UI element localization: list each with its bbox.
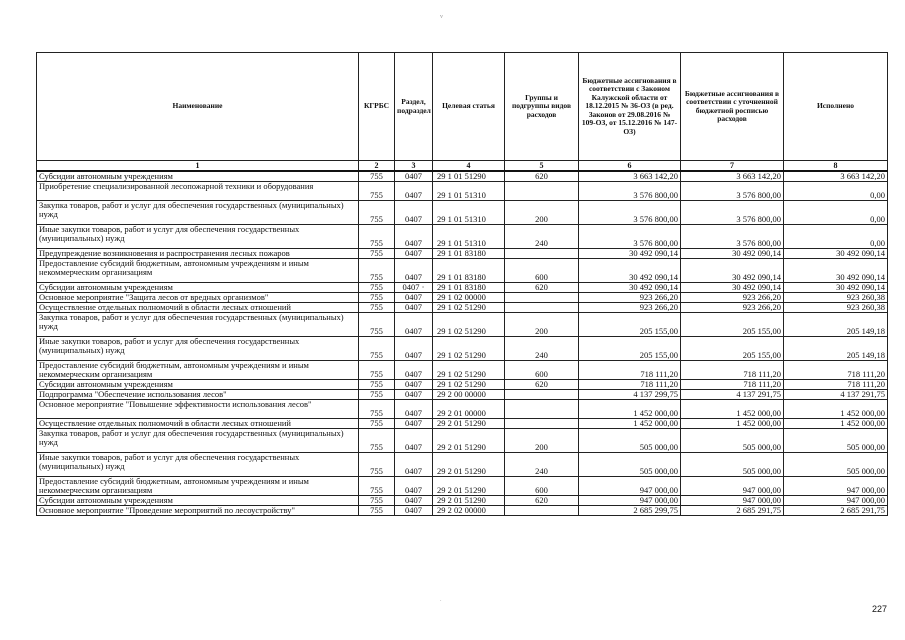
row-kgrbs: 755 bbox=[359, 400, 395, 419]
row-refined: 1 452 000,00 bbox=[681, 419, 784, 429]
row-budget: 30 492 090,14 bbox=[579, 249, 681, 259]
row-target: 29 1 02 00000 bbox=[433, 293, 505, 303]
row-name: Осуществление отдельных полномочий в области лесных отношений bbox=[37, 419, 359, 429]
row-name: Предоставление субсидий бюджетным, автономным учреждениям и иным некоммерческим организациям bbox=[37, 259, 359, 283]
row-group bbox=[505, 303, 579, 313]
table-row bbox=[37, 496, 888, 506]
row-section: 0407 bbox=[395, 303, 433, 313]
row-section: 0407 bbox=[395, 171, 433, 182]
row-budget: 923 266,20 bbox=[579, 303, 681, 313]
row-section: 0407 bbox=[395, 201, 433, 225]
row-group bbox=[505, 390, 579, 400]
row-kgrbs: 755 bbox=[359, 249, 395, 259]
row-target: 29 1 01 51310 bbox=[433, 225, 505, 249]
header-target: Целевая статья bbox=[433, 53, 505, 161]
row-name: Закупка товаров, работ и услуг для обеспечения государственных (муниципальных) нужд bbox=[37, 429, 359, 453]
row-kgrbs: 755 bbox=[359, 506, 395, 516]
row-target: 29 1 01 83180 bbox=[433, 259, 505, 283]
row-group: 240 bbox=[505, 337, 579, 361]
row-name: Субсидии автономным учреждениям bbox=[37, 171, 359, 182]
row-section: 0407 bbox=[395, 453, 433, 477]
row-target: 29 2 01 51290 bbox=[433, 429, 505, 453]
row-name: Закупка товаров, работ и услуг для обеспечения государственных (муниципальных) нужд bbox=[37, 201, 359, 225]
row-name: Основное мероприятие "Защита лесов от вредных организмов" bbox=[37, 293, 359, 303]
row-executed: 205 149,18 bbox=[784, 337, 888, 361]
column-number: 8 bbox=[784, 161, 888, 172]
table-row bbox=[37, 201, 888, 225]
row-refined: 205 155,00 bbox=[681, 313, 784, 337]
row-budget: 3 576 800,00 bbox=[579, 182, 681, 201]
row-section: 0407 bbox=[395, 419, 433, 429]
row-section: 0407 bbox=[395, 390, 433, 400]
table-row bbox=[37, 400, 888, 419]
row-budget: 30 492 090,14 bbox=[579, 283, 681, 293]
row-group: 620 bbox=[505, 283, 579, 293]
table-row bbox=[37, 249, 888, 259]
row-executed: 0,00 bbox=[784, 182, 888, 201]
row-refined: 947 000,00 bbox=[681, 477, 784, 496]
row-kgrbs: 755 bbox=[359, 380, 395, 390]
row-group bbox=[505, 182, 579, 201]
table-row bbox=[37, 429, 888, 453]
row-refined: 3 576 800,00 bbox=[681, 201, 784, 225]
row-target: 29 1 01 51290 bbox=[433, 171, 505, 182]
row-refined: 718 111,20 bbox=[681, 380, 784, 390]
row-target: 29 1 02 51290 bbox=[433, 337, 505, 361]
row-refined: 3 576 800,00 bbox=[681, 182, 784, 201]
row-name: Основное мероприятие "Проведение мероприятий по лесоустройству" bbox=[37, 506, 359, 516]
row-name: Предупреждение возникновения и распространения лесных пожаров bbox=[37, 249, 359, 259]
row-executed: 205 149,18 bbox=[784, 313, 888, 337]
row-kgrbs: 755 bbox=[359, 477, 395, 496]
row-group bbox=[505, 293, 579, 303]
row-budget: 718 111,20 bbox=[579, 361, 681, 380]
row-kgrbs: 755 bbox=[359, 313, 395, 337]
table-row bbox=[37, 361, 888, 380]
table-row bbox=[37, 477, 888, 496]
row-refined: 205 155,00 bbox=[681, 337, 784, 361]
row-target: 29 2 01 51290 bbox=[433, 496, 505, 506]
table-row bbox=[37, 182, 888, 201]
row-group: 600 bbox=[505, 259, 579, 283]
row-name: Закупка товаров, работ и услуг для обеспечения государственных (муниципальных) нужд bbox=[37, 313, 359, 337]
row-target: 29 2 01 51290 bbox=[433, 453, 505, 477]
row-kgrbs: 755 bbox=[359, 496, 395, 506]
row-group: 600 bbox=[505, 361, 579, 380]
table-row bbox=[37, 453, 888, 477]
table-row bbox=[37, 506, 888, 516]
row-group bbox=[505, 506, 579, 516]
row-section: 0407 bbox=[395, 259, 433, 283]
column-number-row bbox=[37, 161, 888, 172]
row-target: 29 1 01 83180 bbox=[433, 249, 505, 259]
row-executed: 0,00 bbox=[784, 225, 888, 249]
row-section: 0407 bbox=[395, 429, 433, 453]
row-target: 29 1 02 51290 bbox=[433, 303, 505, 313]
column-number: 6 bbox=[579, 161, 681, 172]
row-budget: 2 685 299,75 bbox=[579, 506, 681, 516]
row-budget: 3 576 800,00 bbox=[579, 225, 681, 249]
row-group bbox=[505, 419, 579, 429]
row-executed: 923 260,38 bbox=[784, 293, 888, 303]
row-executed: 1 452 000,00 bbox=[784, 419, 888, 429]
row-budget: 3 663 142,20 bbox=[579, 171, 681, 182]
row-target: 29 2 01 51290 bbox=[433, 477, 505, 496]
row-name: Иные закупки товаров, работ и услуг для обеспечения государственных (муниципальных) нужд bbox=[37, 337, 359, 361]
table-row bbox=[37, 313, 888, 337]
row-refined: 3 576 800,00 bbox=[681, 225, 784, 249]
row-refined: 30 492 090,14 bbox=[681, 259, 784, 283]
row-refined: 923 266,20 bbox=[681, 293, 784, 303]
row-target: 29 1 02 51290 bbox=[433, 361, 505, 380]
row-executed: 4 137 291,75 bbox=[784, 390, 888, 400]
row-section: 0407 bbox=[395, 361, 433, 380]
column-number: 4 bbox=[433, 161, 505, 172]
row-executed: 718 111,20 bbox=[784, 361, 888, 380]
row-budget: 505 000,00 bbox=[579, 429, 681, 453]
row-group: 620 bbox=[505, 496, 579, 506]
row-target: 29 2 00 00000 bbox=[433, 390, 505, 400]
table-row bbox=[37, 259, 888, 283]
row-budget: 3 576 800,00 bbox=[579, 201, 681, 225]
row-executed: 0,00 bbox=[784, 201, 888, 225]
column-number: 7 bbox=[681, 161, 784, 172]
row-name: Приобретение специализированной лесопожарной техники и оборудования bbox=[37, 182, 359, 201]
row-budget: 505 000,00 bbox=[579, 453, 681, 477]
row-group: 200 bbox=[505, 429, 579, 453]
row-kgrbs: 755 bbox=[359, 361, 395, 380]
table-row bbox=[37, 303, 888, 313]
row-group: 240 bbox=[505, 453, 579, 477]
row-refined: 30 492 090,14 bbox=[681, 283, 784, 293]
row-target: 29 2 01 51290 bbox=[433, 419, 505, 429]
row-target: 29 1 02 51290 bbox=[433, 380, 505, 390]
table-row bbox=[37, 390, 888, 400]
row-group: 620 bbox=[505, 171, 579, 182]
row-refined: 505 000,00 bbox=[681, 429, 784, 453]
scan-mark: v bbox=[440, 14, 443, 20]
row-group: 200 bbox=[505, 201, 579, 225]
row-section: 0407 bbox=[395, 337, 433, 361]
table-row bbox=[37, 293, 888, 303]
row-budget: 1 452 000,00 bbox=[579, 400, 681, 419]
row-refined: 505 000,00 bbox=[681, 453, 784, 477]
row-section: 0407 bbox=[395, 506, 433, 516]
table-row bbox=[37, 380, 888, 390]
row-section: 0407 bbox=[395, 225, 433, 249]
row-executed: 718 111,20 bbox=[784, 380, 888, 390]
column-number: 1 bbox=[37, 161, 359, 172]
row-name: Подпрограмма "Обеспечение использования лесов" bbox=[37, 390, 359, 400]
column-number: 3 bbox=[395, 161, 433, 172]
row-kgrbs: 755 bbox=[359, 171, 395, 182]
table-body bbox=[37, 171, 888, 516]
header-budget: Бюджетные ассигнования в соответствии с Законом Калужской области от 18.12.2015 № 36-ОЗ (в ред. Законов от 29.08.2016 № 109-ОЗ, от 15.12.2016 № 147-ОЗ) bbox=[579, 53, 681, 161]
row-kgrbs: 755 bbox=[359, 429, 395, 453]
row-group: 200 bbox=[505, 313, 579, 337]
row-section: 0407 bbox=[395, 380, 433, 390]
row-executed: 505 000,00 bbox=[784, 453, 888, 477]
row-kgrbs: 755 bbox=[359, 225, 395, 249]
row-kgrbs: 755 bbox=[359, 453, 395, 477]
header-kgrbs: КГРБС bbox=[359, 53, 395, 161]
row-executed: 1 452 000,00 bbox=[784, 400, 888, 419]
row-refined: 1 452 000,00 bbox=[681, 400, 784, 419]
row-target: 29 1 01 51310 bbox=[433, 201, 505, 225]
row-name: Основное мероприятие "Повышение эффективности использования лесов" bbox=[37, 400, 359, 419]
row-kgrbs: 755 bbox=[359, 419, 395, 429]
column-number: 2 bbox=[359, 161, 395, 172]
row-kgrbs: 755 bbox=[359, 303, 395, 313]
header-row bbox=[37, 53, 888, 161]
row-budget: 205 155,00 bbox=[579, 313, 681, 337]
row-kgrbs: 755 bbox=[359, 259, 395, 283]
row-executed: 505 000,00 bbox=[784, 429, 888, 453]
row-name: Субсидии автономным учреждениям bbox=[37, 496, 359, 506]
row-executed: 30 492 090,14 bbox=[784, 259, 888, 283]
row-kgrbs: 755 bbox=[359, 337, 395, 361]
row-name: Субсидии автономным учреждениям bbox=[37, 283, 359, 293]
row-name: Иные закупки товаров, работ и услуг для обеспечения государственных (муниципальных) нужд bbox=[37, 225, 359, 249]
row-section: 0407 bbox=[395, 182, 433, 201]
row-name: Осуществление отдельных полномочий в области лесных отношений bbox=[37, 303, 359, 313]
row-name: Предоставление субсидий бюджетным, автономным учреждениям и иным некоммерческим организациям bbox=[37, 477, 359, 496]
row-budget: 4 137 299,75 bbox=[579, 390, 681, 400]
row-budget: 923 266,20 bbox=[579, 293, 681, 303]
page-number: 227 bbox=[872, 604, 888, 614]
row-section: 0407 bbox=[395, 293, 433, 303]
row-executed: 947 000,00 bbox=[784, 477, 888, 496]
row-name: Предоставление субсидий бюджетным, автономным учреждениям и иным некоммерческим организациям bbox=[37, 361, 359, 380]
row-executed: 923 260,38 bbox=[784, 303, 888, 313]
row-section: 0407 bbox=[395, 496, 433, 506]
row-kgrbs: 755 bbox=[359, 201, 395, 225]
row-group: 620 bbox=[505, 380, 579, 390]
row-name: Субсидии автономным учреждениям bbox=[37, 380, 359, 390]
row-refined: 923 266,20 bbox=[681, 303, 784, 313]
row-kgrbs: 755 bbox=[359, 182, 395, 201]
budget-table bbox=[36, 52, 888, 516]
row-section: 0407 bbox=[395, 313, 433, 337]
row-budget: 205 155,00 bbox=[579, 337, 681, 361]
row-target: 29 1 02 51290 bbox=[433, 313, 505, 337]
scan-mark: . bbox=[440, 597, 442, 603]
header-section: Раздел, подраздел bbox=[395, 53, 433, 161]
row-refined: 718 111,20 bbox=[681, 361, 784, 380]
table-row bbox=[37, 225, 888, 249]
row-target: 29 1 01 51310 bbox=[433, 182, 505, 201]
row-executed: 947 000,00 bbox=[784, 496, 888, 506]
row-executed: 30 492 090,14 bbox=[784, 283, 888, 293]
row-target: 29 2 02 00000 bbox=[433, 506, 505, 516]
column-number: 5 bbox=[505, 161, 579, 172]
row-section: 0407 bbox=[395, 400, 433, 419]
row-refined: 2 685 291,75 bbox=[681, 506, 784, 516]
row-section: 0407 bbox=[395, 477, 433, 496]
row-executed: 2 685 291,75 bbox=[784, 506, 888, 516]
row-group bbox=[505, 249, 579, 259]
row-refined: 947 000,00 bbox=[681, 496, 784, 506]
row-budget: 1 452 000,00 bbox=[579, 419, 681, 429]
row-kgrbs: 755 bbox=[359, 283, 395, 293]
row-budget: 947 000,00 bbox=[579, 477, 681, 496]
header-name: Наименование bbox=[37, 53, 359, 161]
row-kgrbs: 755 bbox=[359, 390, 395, 400]
row-kgrbs: 755 bbox=[359, 293, 395, 303]
row-executed: 3 663 142,20 bbox=[784, 171, 888, 182]
row-name: Иные закупки товаров, работ и услуг для обеспечения государственных (муниципальных) нужд bbox=[37, 453, 359, 477]
table-row bbox=[37, 419, 888, 429]
row-budget: 718 111,20 bbox=[579, 380, 681, 390]
table-row bbox=[37, 283, 888, 293]
row-target: 29 1 01 83180 bbox=[433, 283, 505, 293]
header-refined: Бюджетные ассигнования в соответствии с уточненной бюджетной росписью расходов bbox=[681, 53, 784, 161]
table-row bbox=[37, 171, 888, 182]
header-executed: Исполнено bbox=[784, 53, 888, 161]
row-budget: 30 492 090,14 bbox=[579, 259, 681, 283]
row-section: 0407 · bbox=[395, 283, 433, 293]
row-section: 0407 bbox=[395, 249, 433, 259]
row-refined: 4 137 291,75 bbox=[681, 390, 784, 400]
row-group: 600 bbox=[505, 477, 579, 496]
table-row bbox=[37, 337, 888, 361]
row-refined: 3 663 142,20 bbox=[681, 171, 784, 182]
row-target: 29 2 01 00000 bbox=[433, 400, 505, 419]
row-budget: 947 000,00 bbox=[579, 496, 681, 506]
row-refined: 30 492 090,14 bbox=[681, 249, 784, 259]
row-group bbox=[505, 400, 579, 419]
header-group: Группы и подгруппы видов расходов bbox=[505, 53, 579, 161]
row-group: 240 bbox=[505, 225, 579, 249]
row-executed: 30 492 090,14 bbox=[784, 249, 888, 259]
